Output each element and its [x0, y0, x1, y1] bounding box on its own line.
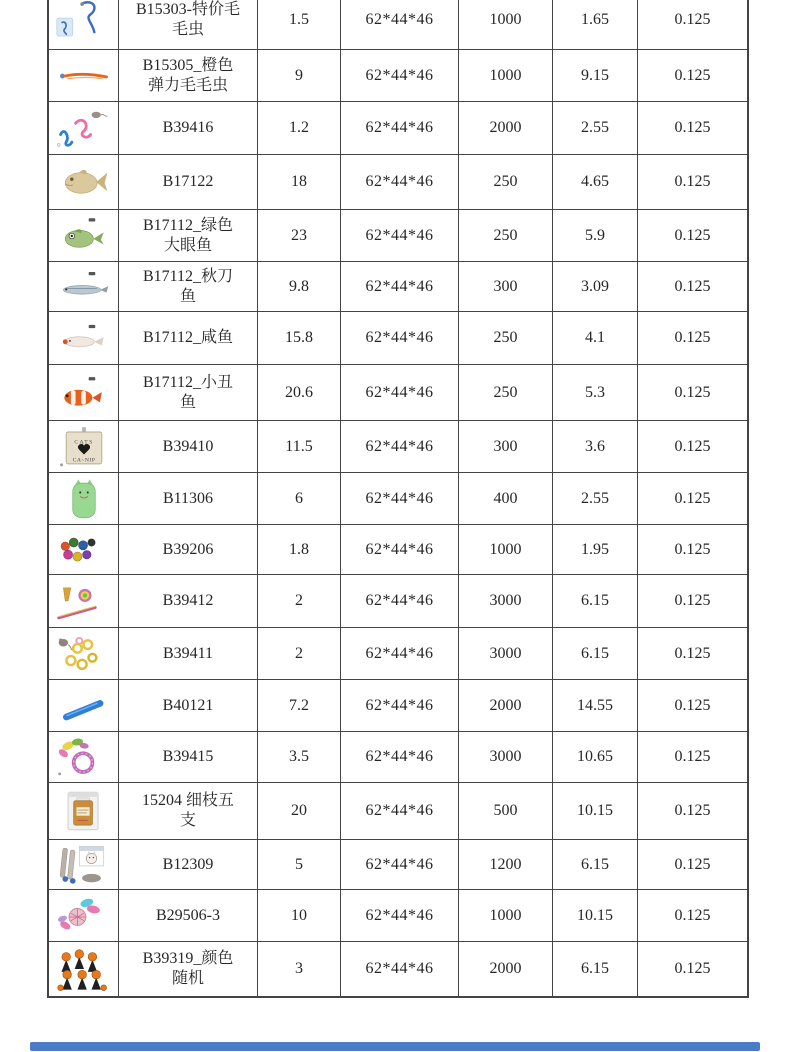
carton-size-value: 62*44*46: [365, 855, 434, 873]
product-name: B29506-3: [156, 906, 220, 924]
product-photo-cell: [49, 155, 119, 209]
price-cell: [553, 421, 638, 472]
weight-cell: [258, 102, 341, 154]
product-photo-cell: [49, 525, 119, 574]
price-value: 6.15: [581, 960, 609, 977]
weight-cell: [258, 680, 341, 731]
cbm-value: 0.125: [674, 277, 711, 295]
quantity-value: 300: [493, 437, 518, 455]
table-row: [49, 262, 747, 312]
price-cell: [553, 575, 638, 627]
quantity-value: 1000: [489, 540, 522, 558]
cbm-value: 0.125: [674, 592, 711, 609]
quantity-cell: [459, 262, 553, 311]
product-photo-cell: [49, 783, 119, 839]
table-row: [49, 840, 747, 890]
cbm-value: 0.125: [674, 748, 711, 765]
weight-value: 1.5: [289, 10, 309, 28]
carton-size-value: 62*44*46: [365, 540, 434, 558]
weight-value: 9.8: [289, 277, 309, 295]
product-name: B40121: [162, 696, 214, 714]
price-value: 4.65: [581, 173, 609, 190]
carton-size-cell: [341, 262, 459, 311]
carton-size-cell: [341, 525, 459, 574]
cbm-cell: [638, 575, 747, 627]
product-image: [54, 316, 114, 360]
product-name-cell: [119, 525, 258, 574]
cbm-cell: [638, 942, 747, 996]
svg-text:CATS: CATS: [73, 438, 94, 445]
price-cell: [553, 942, 638, 996]
product-image: [54, 425, 114, 469]
carton-size-cell: [341, 680, 459, 731]
carton-size-cell: [341, 942, 459, 996]
weight-value: 9: [295, 66, 303, 84]
product-name: B17112_小丑鱼: [142, 373, 234, 411]
quantity-value: 3000: [489, 748, 522, 765]
cbm-value: 0.125: [674, 119, 711, 136]
product-name: B17112_咸鱼: [142, 329, 234, 346]
quantity-value: 1200: [489, 855, 522, 873]
quantity-value: 300: [493, 277, 518, 295]
quantity-cell: [459, 628, 553, 679]
weight-value: 6: [295, 489, 303, 507]
weight-cell: [258, 210, 341, 261]
table-row: [49, 575, 747, 628]
product-photo-cell: [49, 50, 119, 101]
weight-cell: [258, 628, 341, 679]
price-cell: [553, 783, 638, 839]
carton-size-cell: [341, 575, 459, 627]
weight-cell: [258, 942, 341, 996]
price-cell: [553, 628, 638, 679]
carton-size-value: 62*44*46: [365, 748, 434, 765]
table-row: [49, 365, 747, 421]
carton-size-value: 62*44*46: [365, 383, 434, 401]
quantity-cell: [459, 473, 553, 524]
quantity-cell: [459, 575, 553, 627]
cbm-cell: [638, 628, 747, 679]
table-row: [49, 0, 747, 50]
weight-value: 7.2: [289, 696, 309, 714]
quantity-cell: [459, 783, 553, 839]
quantity-cell: [459, 0, 553, 49]
cbm-value: 0.125: [674, 855, 711, 873]
weight-value: 3: [295, 960, 303, 977]
quantity-value: 3000: [489, 644, 522, 662]
carton-size-value: 62*44*46: [365, 226, 434, 244]
cbm-cell: [638, 210, 747, 261]
cbm-cell: [638, 312, 747, 364]
product-image: [54, 106, 114, 150]
product-name: B39410: [162, 437, 214, 455]
product-photo-cell: [49, 575, 119, 627]
carton-size-value: 62*44*46: [365, 437, 434, 455]
cbm-cell: [638, 262, 747, 311]
weight-cell: [258, 312, 341, 364]
quantity-value: 400: [493, 489, 518, 507]
product-image: [54, 632, 114, 676]
carton-size-cell: [341, 0, 459, 49]
product-name-cell: [119, 102, 258, 154]
product-photo-cell: [49, 421, 119, 472]
product-name: B11306: [162, 489, 214, 507]
weight-cell: [258, 473, 341, 524]
product-image: [54, 528, 114, 572]
carton-size-value: 62*44*46: [365, 10, 434, 28]
price-cell: [553, 365, 638, 420]
product-name-cell: [119, 890, 258, 941]
cbm-value: 0.125: [674, 329, 711, 346]
product-photo-cell: [49, 890, 119, 941]
carton-size-cell: [341, 155, 459, 209]
product-image: [54, 265, 114, 309]
weight-cell: [258, 890, 341, 941]
weight-cell: [258, 575, 341, 627]
cbm-cell: [638, 155, 747, 209]
weight-cell: [258, 50, 341, 101]
product-image: [54, 894, 114, 938]
cbm-value: 0.125: [674, 226, 711, 244]
price-cell: [553, 840, 638, 889]
svg-text:CA~NIP: CA~NIP: [72, 457, 95, 464]
cbm-cell: [638, 840, 747, 889]
product-name-cell: [119, 312, 258, 364]
product-table: [47, 0, 749, 998]
table-row: [49, 50, 747, 102]
carton-size-cell: [341, 421, 459, 472]
quantity-value: 1000: [489, 10, 522, 28]
product-image: [54, 789, 114, 833]
carton-size-cell: [341, 473, 459, 524]
weight-value: 15.8: [285, 329, 313, 346]
price-cell: [553, 312, 638, 364]
cbm-value: 0.125: [674, 437, 711, 455]
product-name-cell: [119, 942, 258, 996]
product-name: B17112_绿色大眼鱼: [142, 216, 234, 254]
quantity-value: 1000: [489, 66, 522, 84]
price-value: 1.65: [581, 10, 609, 28]
product-photo-cell: [49, 262, 119, 311]
product-name: B39416: [162, 119, 214, 136]
price-cell: [553, 732, 638, 782]
product-name: B39206: [162, 540, 214, 558]
price-value: 3.6: [585, 437, 605, 455]
cbm-cell: [638, 0, 747, 49]
price-cell: [553, 210, 638, 261]
quantity-value: 3000: [489, 592, 522, 609]
carton-size-cell: [341, 312, 459, 364]
table-row: [49, 473, 747, 525]
table-row: [49, 783, 747, 840]
price-cell: [553, 525, 638, 574]
carton-size-value: 62*44*46: [365, 277, 434, 295]
cbm-cell: [638, 525, 747, 574]
table-row: [49, 525, 747, 575]
product-name-cell: [119, 628, 258, 679]
weight-value: 1.8: [289, 540, 309, 558]
product-name: B17122: [162, 173, 214, 190]
quantity-value: 250: [493, 383, 518, 401]
product-name: B39319_颜色随机: [142, 950, 234, 987]
price-cell: [553, 0, 638, 49]
cbm-value: 0.125: [674, 960, 711, 977]
product-name: B39412: [162, 592, 214, 609]
weight-cell: [258, 365, 341, 420]
cbm-value: 0.125: [674, 644, 711, 662]
carton-size-cell: [341, 365, 459, 420]
product-image: [54, 843, 114, 887]
weight-value: 20.6: [285, 383, 313, 401]
carton-size-value: 62*44*46: [365, 329, 434, 346]
cbm-cell: [638, 421, 747, 472]
product-name: B17112_秋刀鱼: [142, 267, 234, 305]
cbm-cell: [638, 50, 747, 101]
price-value: 2.55: [581, 119, 609, 136]
quantity-cell: [459, 840, 553, 889]
price-cell: [553, 50, 638, 101]
cbm-value: 0.125: [674, 906, 711, 924]
weight-value: 5: [295, 855, 303, 873]
quantity-value: 2000: [489, 960, 522, 977]
product-photo-cell: [49, 680, 119, 731]
product-photo-cell: [49, 210, 119, 261]
price-value: 6.15: [581, 644, 609, 662]
price-cell: [553, 155, 638, 209]
price-value: 6.15: [581, 855, 609, 873]
quantity-value: 500: [493, 802, 518, 819]
cbm-cell: [638, 732, 747, 782]
cbm-value: 0.125: [674, 489, 711, 507]
weight-cell: [258, 421, 341, 472]
product-photo-cell: [49, 473, 119, 524]
product-name: B39415: [162, 748, 214, 765]
quantity-cell: [459, 155, 553, 209]
quantity-value: 1000: [489, 906, 522, 924]
carton-size-cell: [341, 50, 459, 101]
table-row: [49, 942, 747, 996]
product-name: B15303-特价毛毛虫: [135, 0, 240, 38]
product-photo-cell: [49, 365, 119, 420]
quantity-value: 2000: [489, 696, 522, 714]
product-photo-cell: [49, 0, 119, 49]
carton-size-cell: [341, 210, 459, 261]
carton-size-cell: [341, 890, 459, 941]
quantity-value: 250: [493, 329, 518, 346]
quantity-value: 250: [493, 226, 518, 244]
price-cell: [553, 890, 638, 941]
quantity-cell: [459, 732, 553, 782]
product-photo-cell: [49, 102, 119, 154]
quantity-cell: [459, 421, 553, 472]
weight-value: 11.5: [285, 437, 313, 455]
table-row: [49, 628, 747, 680]
price-value: 14.55: [577, 696, 613, 714]
quantity-value: 2000: [489, 119, 522, 136]
weight-cell: [258, 525, 341, 574]
product-image: [54, 947, 114, 991]
product-name: 15204 细枝五支: [141, 792, 234, 829]
weight-value: 2: [295, 592, 303, 609]
product-image: [54, 54, 114, 98]
product-name-cell: [119, 473, 258, 524]
cbm-value: 0.125: [674, 696, 711, 714]
product-photo-cell: [49, 840, 119, 889]
cbm-value: 0.125: [674, 802, 711, 819]
cbm-cell: [638, 680, 747, 731]
price-value: 1.95: [581, 540, 609, 558]
price-value: 5.3: [585, 383, 605, 401]
weight-value: 10: [291, 906, 307, 924]
quantity-cell: [459, 525, 553, 574]
product-image: [54, 735, 114, 779]
product-name-cell: [119, 262, 258, 311]
product-name-cell: [119, 155, 258, 209]
table-row: [49, 312, 747, 365]
product-name-cell: [119, 840, 258, 889]
product-name-cell: [119, 0, 258, 49]
carton-size-value: 62*44*46: [365, 960, 434, 977]
carton-size-value: 62*44*46: [365, 173, 434, 190]
product-table-body: [49, 0, 747, 996]
quantity-value: 250: [493, 173, 518, 190]
quantity-cell: [459, 365, 553, 420]
weight-cell: [258, 840, 341, 889]
price-cell: [553, 473, 638, 524]
product-name: B12309: [162, 855, 214, 873]
quantity-cell: [459, 312, 553, 364]
weight-cell: [258, 262, 341, 311]
carton-size-value: 62*44*46: [365, 66, 434, 84]
cbm-cell: [638, 890, 747, 941]
product-name: B39411: [162, 644, 214, 662]
product-name-cell: [119, 783, 258, 839]
product-photo-cell: [49, 732, 119, 782]
carton-size-cell: [341, 783, 459, 839]
price-cell: [553, 262, 638, 311]
cbm-value: 0.125: [674, 383, 711, 401]
cbm-value: 0.125: [674, 10, 711, 28]
table-row: [49, 732, 747, 783]
cbm-cell: [638, 783, 747, 839]
quantity-cell: [459, 942, 553, 996]
cbm-value: 0.125: [674, 66, 711, 84]
weight-value: 3.5: [289, 748, 309, 765]
weight-cell: [258, 0, 341, 49]
carton-size-value: 62*44*46: [365, 592, 434, 609]
table-row: [49, 102, 747, 155]
weight-value: 23: [291, 226, 307, 244]
product-name: B15305_橙色弹力毛毛虫: [142, 56, 234, 94]
carton-size-value: 62*44*46: [365, 644, 434, 662]
product-photo-cell: [49, 628, 119, 679]
carton-size-cell: [341, 628, 459, 679]
product-name-cell: [119, 575, 258, 627]
table-row: [49, 421, 747, 473]
product-image: [54, 684, 114, 728]
carton-size-value: 62*44*46: [365, 489, 434, 507]
table-row: [49, 155, 747, 210]
horizontal-scrollbar[interactable]: [30, 1042, 760, 1051]
weight-value: 2: [295, 644, 303, 662]
quantity-cell: [459, 210, 553, 261]
carton-size-value: 62*44*46: [365, 696, 434, 714]
price-cell: [553, 102, 638, 154]
product-image: [54, 160, 114, 204]
product-photo-cell: [49, 312, 119, 364]
price-value: 10.15: [577, 802, 613, 819]
carton-size-value: 62*44*46: [365, 802, 434, 819]
price-value: 2.55: [581, 489, 609, 507]
price-cell: [553, 680, 638, 731]
cbm-cell: [638, 473, 747, 524]
weight-cell: [258, 732, 341, 782]
product-image: [54, 0, 114, 42]
weight-value: 18: [291, 173, 307, 190]
carton-size-cell: [341, 102, 459, 154]
quantity-cell: [459, 50, 553, 101]
product-name-cell: [119, 421, 258, 472]
table-row: [49, 210, 747, 262]
price-value: 10.15: [577, 906, 613, 924]
product-name-cell: [119, 365, 258, 420]
quantity-cell: [459, 680, 553, 731]
price-value: 3.09: [581, 277, 609, 295]
quantity-cell: [459, 890, 553, 941]
weight-value: 1.2: [289, 119, 309, 136]
product-name-cell: [119, 680, 258, 731]
product-photo-cell: [49, 942, 119, 996]
cbm-cell: [638, 102, 747, 154]
price-value: 6.15: [581, 592, 609, 609]
table-row: [49, 890, 747, 942]
weight-value: 20: [291, 802, 307, 819]
carton-size-value: 62*44*46: [365, 906, 434, 924]
carton-size-cell: [341, 732, 459, 782]
carton-size-value: 62*44*46: [365, 119, 434, 136]
cbm-value: 0.125: [674, 173, 711, 190]
product-image: [54, 579, 114, 623]
carton-size-cell: [341, 840, 459, 889]
product-image: [54, 371, 114, 415]
price-value: 5.9: [585, 226, 605, 244]
product-image: [54, 214, 114, 258]
price-value: 9.15: [581, 66, 609, 84]
cbm-value: 0.125: [674, 540, 711, 558]
price-value: 10.65: [577, 748, 613, 765]
weight-cell: [258, 155, 341, 209]
product-name-cell: [119, 50, 258, 101]
table-row: [49, 680, 747, 732]
product-name-cell: [119, 732, 258, 782]
quantity-cell: [459, 102, 553, 154]
product-name-cell: [119, 210, 258, 261]
weight-cell: [258, 783, 341, 839]
product-image: [54, 477, 114, 521]
price-value: 4.1: [585, 329, 605, 346]
cbm-cell: [638, 365, 747, 420]
